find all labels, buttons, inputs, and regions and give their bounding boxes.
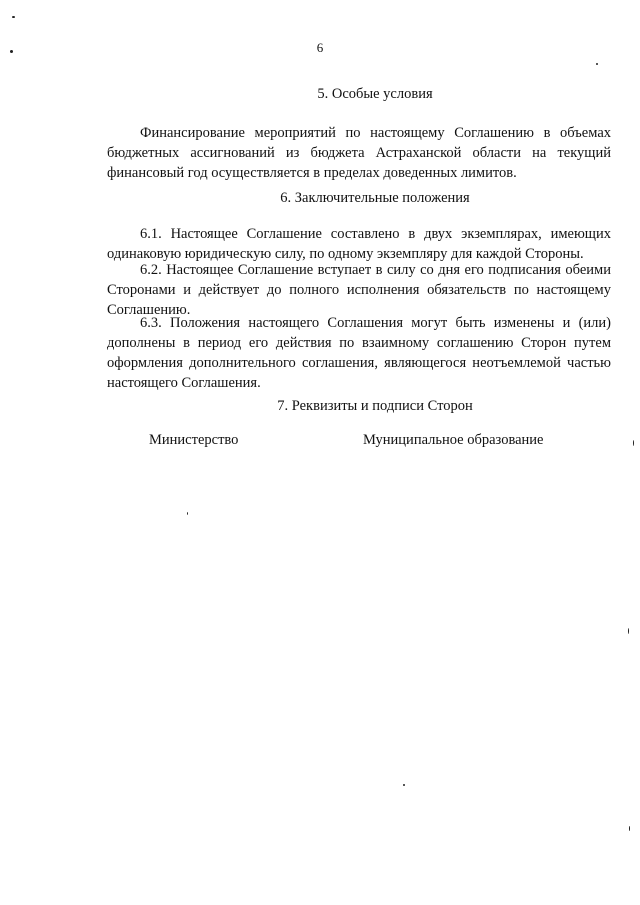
clause-6-1: 6.1. Настоящее Соглашение составлено в двух экземплярах, имеющих одинаковую юридическую силу, по одному экземпляру для каждой Стороны. [107,226,611,262]
clause-6-2: 6.2. Настоящее Соглашение вступает в силу со дня его подписания обеими Сторонами и действует до полного исполнения обязательств по настоящему Соглашению. [107,262,611,318]
scan-speck [633,440,634,446]
section-5-heading: 5. Особые условия [317,86,433,102]
scan-speck [10,50,13,53]
section-6-heading: 6. Заключительные положения [280,190,470,206]
signatory-municipality: Муниципальное образование [363,432,544,448]
scan-speck [629,826,630,831]
section-5-paragraph: Финансирование мероприятий по настоящему Соглашению в объемах бюджетных ассигнований из бюджета Астраханской области на текущий финансовый год осуществляется в пределах доведенных лимитов. [107,125,611,181]
scan-speck [628,628,629,634]
scan-speck [187,512,188,515]
signatory-ministry: Министерство [149,432,239,448]
page-number: 6 [316,40,324,55]
clause-6-3: 6.3. Положения настоящего Соглашения могут быть изменены и (или) дополнены в период его действия по взаимному соглашению Сторон путем оформления дополнительного соглашения, являющегося неотъемлемой частью настоящего Соглашения. [107,315,611,391]
scan-speck [403,784,405,786]
section-7-heading: 7. Реквизиты и подписи Сторон [277,398,473,414]
scan-speck [596,63,598,65]
scan-speck [12,16,15,18]
